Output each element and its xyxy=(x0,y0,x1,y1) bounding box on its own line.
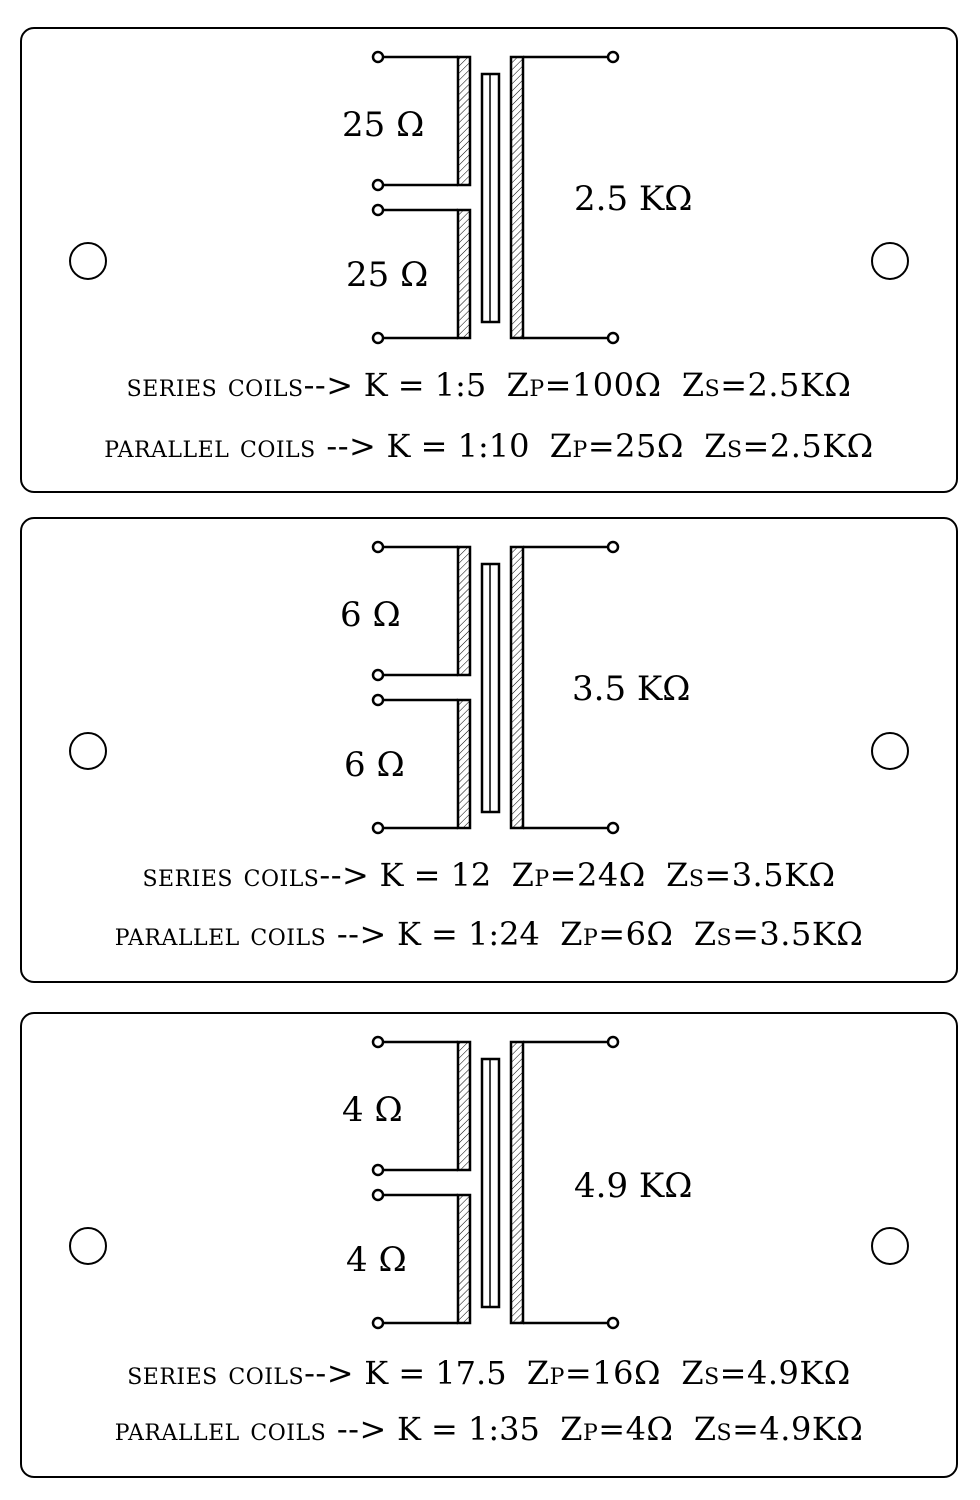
parallel-zp: Zp=6Ω xyxy=(560,915,674,953)
parallel-label: parallel coils --> xyxy=(114,915,387,953)
transformer-schematic xyxy=(22,29,960,495)
transformer-panel-3 xyxy=(20,1012,958,1478)
parallel-zs: Zs=4.9KΩ xyxy=(693,1410,864,1448)
primary-bottom-impedance: 25 Ω xyxy=(346,255,429,295)
parallel-ratio: K = 1:24 xyxy=(396,915,540,953)
parallel-label: parallel coils --> xyxy=(104,427,377,465)
parallel-coils-formula xyxy=(22,427,956,465)
primary-top-impedance: 4 Ω xyxy=(342,1090,403,1130)
transformer-panel-1 xyxy=(20,27,958,493)
series-zp: Zp=16Ω xyxy=(526,1354,661,1392)
series-coils-formula xyxy=(22,366,956,404)
primary-top-impedance: 6 Ω xyxy=(340,595,401,635)
parallel-coils-formula xyxy=(22,915,956,953)
secondary-impedance: 2.5 KΩ xyxy=(574,179,693,219)
parallel-ratio: K = 1:35 xyxy=(396,1410,540,1448)
series-ratio: K = 12 xyxy=(379,856,492,894)
parallel-zp: Zp=25Ω xyxy=(549,427,684,465)
parallel-zs: Zs=2.5KΩ xyxy=(704,427,874,465)
secondary-impedance: 3.5 KΩ xyxy=(572,669,691,709)
primary-bottom-impedance: 4 Ω xyxy=(346,1240,407,1280)
series-zs: Zs=3.5KΩ xyxy=(666,856,836,894)
series-label: series coils--> xyxy=(127,1354,355,1392)
series-zp: Zp=100Ω xyxy=(506,366,662,404)
parallel-label: parallel coils --> xyxy=(114,1410,387,1448)
series-label: series coils--> xyxy=(126,366,354,404)
series-zp: Zp=24Ω xyxy=(511,856,646,894)
series-zs: Zs=4.9KΩ xyxy=(681,1354,851,1392)
series-label: series coils--> xyxy=(142,856,370,894)
series-zs: Zs=2.5KΩ xyxy=(681,366,852,404)
transformer-panel-2 xyxy=(20,517,958,983)
parallel-zp: Zp=4Ω xyxy=(560,1410,674,1448)
primary-bottom-impedance: 6 Ω xyxy=(344,745,405,785)
series-ratio: K = 17.5 xyxy=(364,1354,507,1392)
series-coils-formula xyxy=(22,1354,956,1392)
secondary-impedance: 4.9 KΩ xyxy=(574,1166,693,1206)
parallel-ratio: K = 1:10 xyxy=(386,427,530,465)
primary-top-impedance: 25 Ω xyxy=(342,105,425,145)
series-coils-formula xyxy=(22,856,956,894)
series-ratio: K = 1:5 xyxy=(363,366,487,404)
parallel-zs: Zs=3.5KΩ xyxy=(693,915,864,953)
parallel-coils-formula xyxy=(22,1410,956,1448)
